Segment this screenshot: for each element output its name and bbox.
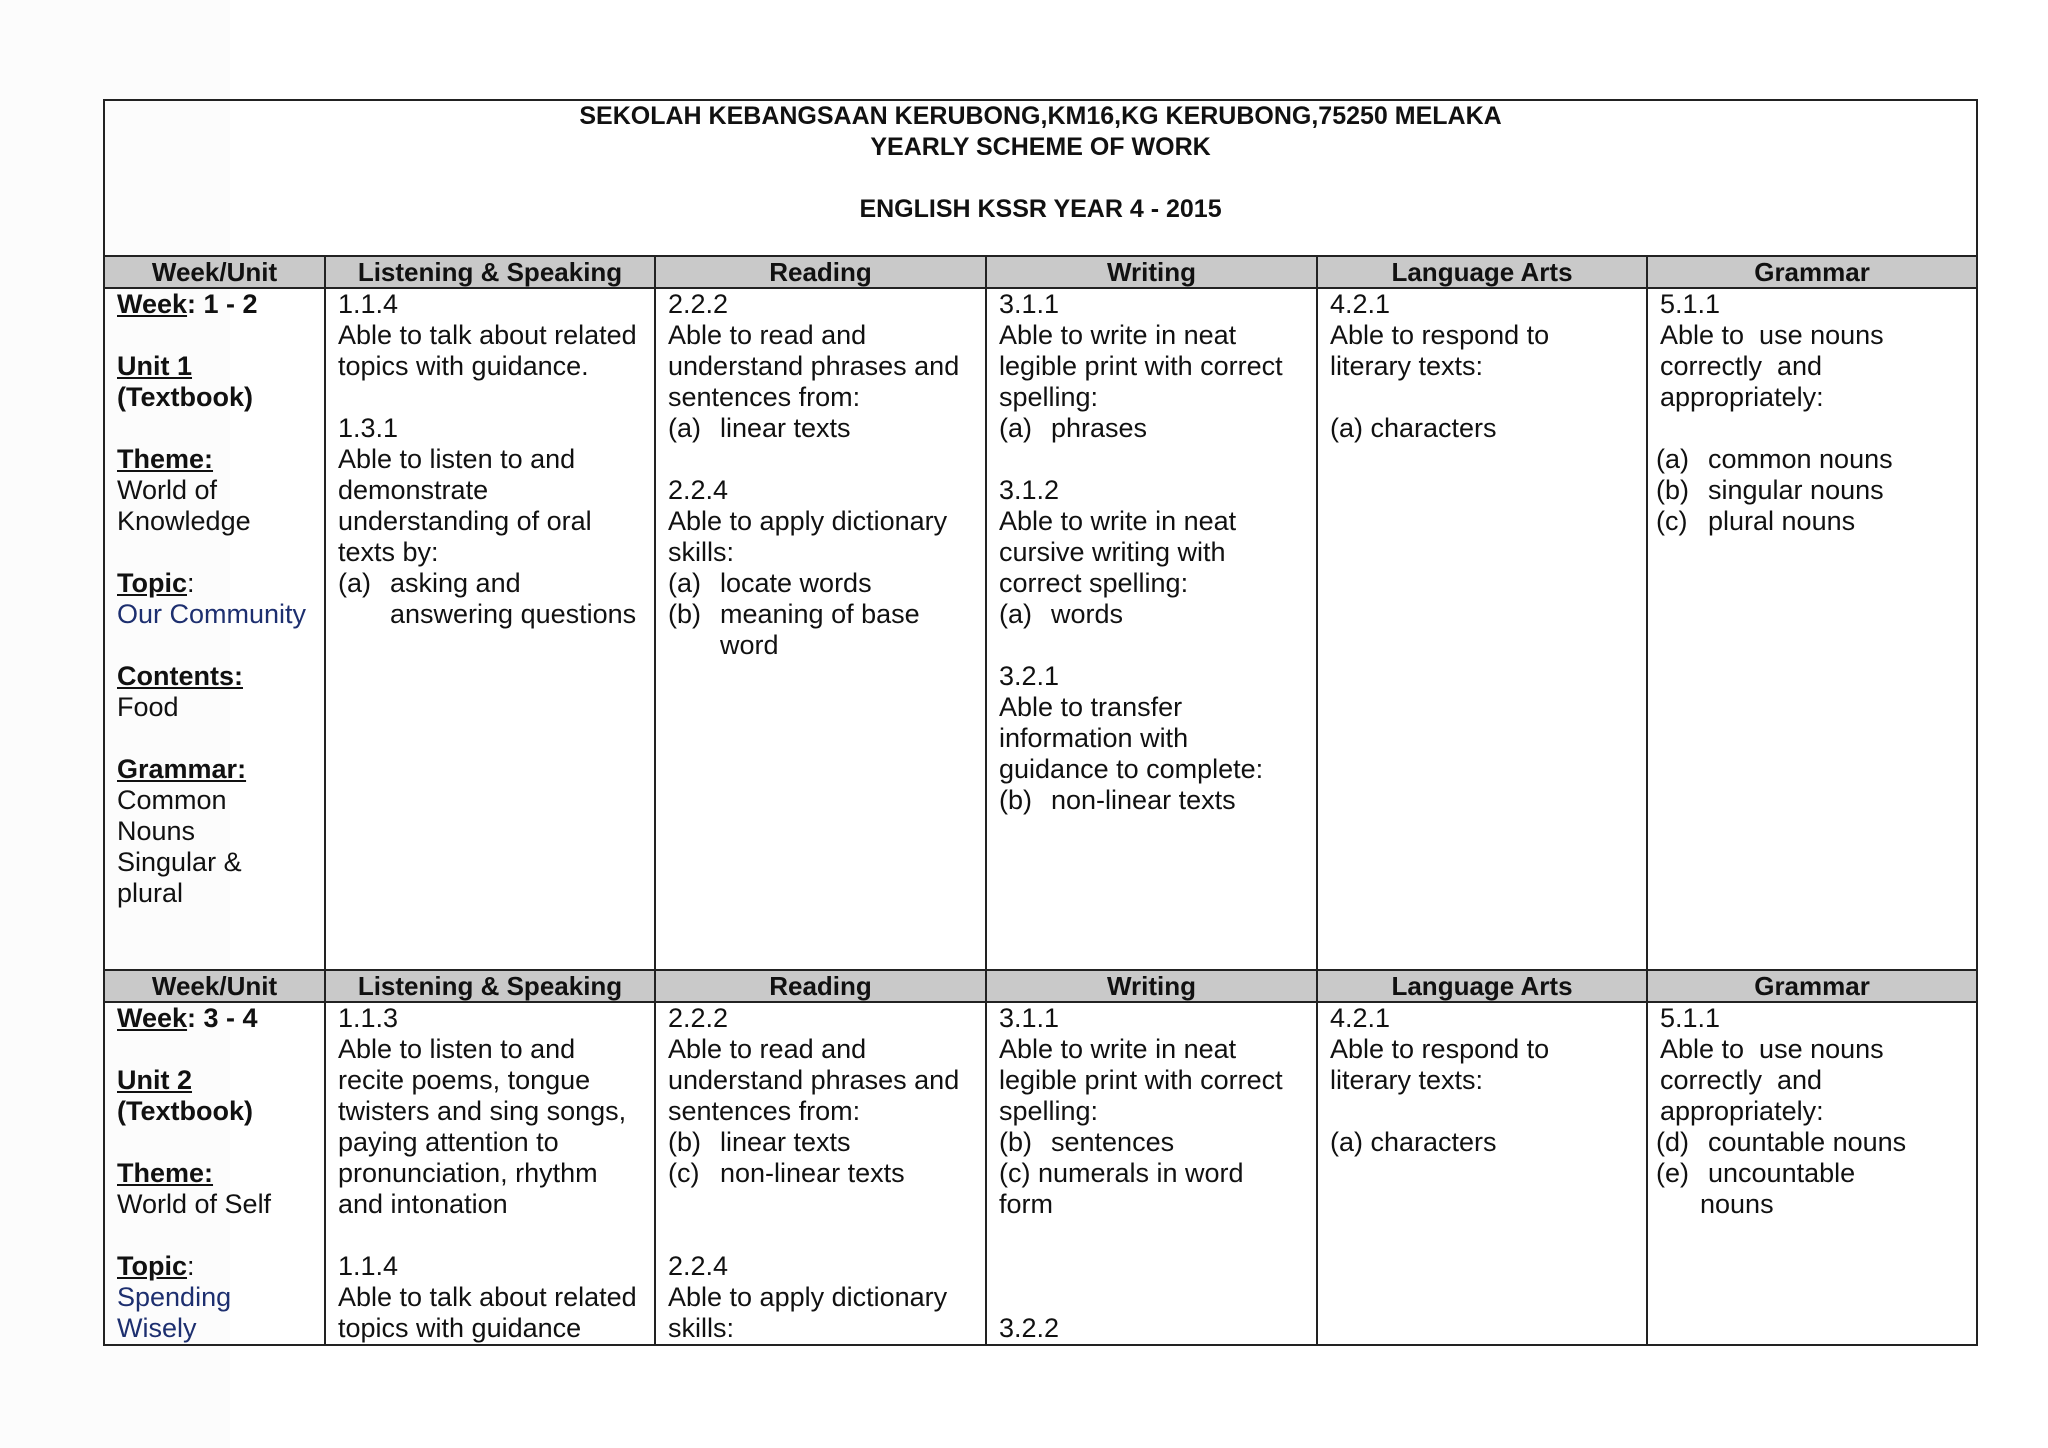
scheme-table xyxy=(103,99,1978,1346)
list-item: (a) linear texts xyxy=(668,413,851,443)
topic-line: Topic: xyxy=(117,1251,195,1281)
list-item: (a) common nouns xyxy=(1656,444,1893,474)
skill-text: Able to respond to xyxy=(1330,320,1550,350)
column-header: Week/Unit xyxy=(104,256,325,288)
list-item: (a) characters xyxy=(1330,1127,1497,1157)
skill-code: 5.1.1 xyxy=(1660,289,1721,319)
week-line: Week: 1 - 2 xyxy=(117,289,258,319)
skill-text: appropriately: xyxy=(1660,382,1824,412)
skill-code: 1.1.3 xyxy=(338,1003,399,1033)
column-header: Listening & Speaking xyxy=(325,970,655,1002)
skill-code: 1.1.4 xyxy=(338,1251,399,1281)
skill-text: understand phrases and xyxy=(668,1065,960,1095)
skill-text: Able to apply dictionary xyxy=(668,506,948,536)
skill-text: spelling: xyxy=(999,1096,1099,1126)
column-header-row xyxy=(104,256,1977,288)
skill-text: guidance to complete: xyxy=(999,754,1264,784)
writing-cell xyxy=(986,1002,1317,1345)
language-arts-cell xyxy=(1317,288,1647,970)
skill-code: 3.2.1 xyxy=(999,661,1060,691)
list-item: (b) sentences xyxy=(999,1127,1175,1157)
skill-code: 3.2.2 xyxy=(999,1313,1060,1343)
list-item: (b) meaning of base word xyxy=(668,599,920,660)
column-header: Language Arts xyxy=(1317,970,1647,1002)
skill-text: Able to write in neat xyxy=(999,320,1237,350)
skill-text: Able to read and xyxy=(668,1034,867,1064)
document-page xyxy=(103,99,1973,1346)
skill-code: 3.1.1 xyxy=(999,289,1060,319)
document-title: YEARLY SCHEME OF WORK xyxy=(870,133,1211,161)
list-item: (b) linear texts xyxy=(668,1127,851,1157)
table-row xyxy=(104,288,1977,970)
theme-label: Theme: xyxy=(117,444,214,474)
column-header: Grammar xyxy=(1647,970,1977,1002)
skill-text: Able to use nouns xyxy=(1660,320,1884,350)
list-item: (e) uncountable nouns xyxy=(1656,1158,1856,1219)
week-unit-cell xyxy=(104,1002,325,1345)
grammar-label: Grammar: xyxy=(117,754,247,784)
list-item: (c) numerals in word xyxy=(999,1158,1244,1188)
skill-text: skills: xyxy=(668,537,734,567)
theme-value: World of Self xyxy=(117,1189,272,1219)
unit-sub: (Textbook) xyxy=(117,382,253,412)
skill-text: paying attention to xyxy=(338,1127,559,1157)
contents-value: Food xyxy=(117,692,179,722)
skill-text: Able to talk about related xyxy=(338,320,637,350)
list-item: (a) words xyxy=(999,599,1124,629)
list-item: (a) phrases xyxy=(999,413,1148,443)
topic-line: Topic: xyxy=(117,568,195,598)
list-item: (d) countable nouns xyxy=(1656,1127,1907,1157)
topic-value: Our Community xyxy=(117,599,307,629)
skill-text: Able to read and xyxy=(668,320,867,350)
skill-code: 4.2.1 xyxy=(1330,1003,1391,1033)
week-unit-cell xyxy=(104,288,325,970)
skill-text: sentences from: xyxy=(668,382,861,412)
skill-text: cursive writing with xyxy=(999,537,1226,567)
skill-text: topics with guidance xyxy=(338,1313,582,1343)
title-row xyxy=(104,100,1977,256)
skill-text: correctly and xyxy=(1660,351,1823,381)
subject-title: ENGLISH KSSR YEAR 4 - 2015 xyxy=(859,195,1222,223)
topic-value: Wisely xyxy=(117,1313,197,1343)
skill-text: information with xyxy=(999,723,1189,753)
skill-text: correct spelling: xyxy=(999,568,1189,598)
reading-cell xyxy=(655,288,986,970)
skill-code: 3.1.2 xyxy=(999,475,1060,505)
skill-code: 3.1.1 xyxy=(999,1003,1060,1033)
skill-text: Able to respond to xyxy=(1330,1034,1550,1064)
skill-text: and intonation xyxy=(338,1189,508,1219)
list-item: (c) non-linear texts xyxy=(668,1158,905,1188)
list-item: (a) characters xyxy=(1330,413,1497,443)
column-header: Week/Unit xyxy=(104,970,325,1002)
listening-cell xyxy=(325,288,655,970)
skill-text: Able to apply dictionary xyxy=(668,1282,948,1312)
contents-label: Contents: xyxy=(117,661,243,691)
grammar-value: Singular & xyxy=(117,847,242,877)
theme-value: World of xyxy=(117,475,218,505)
skill-text: Able to write in neat xyxy=(999,506,1237,536)
theme-label: Theme: xyxy=(117,1158,214,1188)
skill-code: 1.1.4 xyxy=(338,289,399,319)
skill-code: 2.2.2 xyxy=(668,1003,729,1033)
skill-text: understand phrases and xyxy=(668,351,960,381)
skill-text: Able to listen to and xyxy=(338,1034,576,1064)
skill-text: recite poems, tongue xyxy=(338,1065,591,1095)
title-cell xyxy=(104,100,1977,256)
topic-value: Spending xyxy=(117,1282,232,1312)
list-item: (a) locate words xyxy=(668,568,872,598)
grammar-value: Common xyxy=(117,785,227,815)
skill-text: demonstrate xyxy=(338,475,489,505)
column-header: Listening & Speaking xyxy=(325,256,655,288)
school-name: SEKOLAH KEBANGSAAN KERUBONG,KM16,KG KERUBONG,75250 MELAKA xyxy=(579,102,1502,130)
skill-text: Able to transfer xyxy=(999,692,1183,722)
skill-text: skills: xyxy=(668,1313,734,1343)
skill-text: understanding of oral xyxy=(338,506,592,536)
skill-code: 5.1.1 xyxy=(1660,1003,1721,1033)
column-header: Grammar xyxy=(1647,256,1977,288)
skill-text: legible print with correct xyxy=(999,351,1283,381)
skill-text: literary texts: xyxy=(1330,351,1484,381)
skill-code: 2.2.2 xyxy=(668,289,729,319)
grammar-value: Nouns xyxy=(117,816,196,846)
list-item: (c) plural nouns xyxy=(1656,506,1856,536)
skill-text: spelling: xyxy=(999,382,1099,412)
unit-sub: (Textbook) xyxy=(117,1096,253,1126)
unit-label: Unit 1 xyxy=(117,351,193,381)
skill-text: twisters and sing songs, xyxy=(338,1096,627,1126)
skill-text: legible print with correct xyxy=(999,1065,1283,1095)
column-header: Writing xyxy=(986,970,1317,1002)
skill-code: 2.2.4 xyxy=(668,1251,729,1281)
skill-text: Able to talk about related xyxy=(338,1282,637,1312)
listening-cell xyxy=(325,1002,655,1345)
column-header: Reading xyxy=(655,256,986,288)
skill-text: sentences from: xyxy=(668,1096,861,1126)
column-header: Writing xyxy=(986,256,1317,288)
reading-cell xyxy=(655,1002,986,1345)
theme-value: Knowledge xyxy=(117,506,251,536)
column-header-row xyxy=(104,970,1977,1002)
writing-cell xyxy=(986,288,1317,970)
skill-text: Able to write in neat xyxy=(999,1034,1237,1064)
table-row xyxy=(104,1002,1977,1345)
unit-label: Unit 2 xyxy=(117,1065,193,1095)
grammar-value: plural xyxy=(117,878,184,908)
skill-text: correctly and xyxy=(1660,1065,1823,1095)
column-header: Language Arts xyxy=(1317,256,1647,288)
skill-text: literary texts: xyxy=(1330,1065,1484,1095)
week-line: Week: 3 - 4 xyxy=(117,1003,258,1033)
skill-text: appropriately: xyxy=(1660,1096,1824,1126)
column-header: Reading xyxy=(655,970,986,1002)
language-arts-cell xyxy=(1317,1002,1647,1345)
skill-code: 1.3.1 xyxy=(338,413,399,443)
grammar-cell xyxy=(1647,1002,1977,1345)
list-item: form xyxy=(999,1189,1053,1219)
skill-text: pronunciation, rhythm xyxy=(338,1158,598,1188)
list-item: (b) non-linear texts xyxy=(999,785,1236,815)
skill-code: 2.2.4 xyxy=(668,475,729,505)
skill-code: 4.2.1 xyxy=(1330,289,1391,319)
skill-text: texts by: xyxy=(338,537,439,567)
skill-text: topics with guidance. xyxy=(338,351,589,381)
skill-text: Able to listen to and xyxy=(338,444,576,474)
list-item: (b) singular nouns xyxy=(1656,475,1884,505)
skill-text: Able to use nouns xyxy=(1660,1034,1884,1064)
list-item: (a) asking and answering questions xyxy=(338,568,637,629)
grammar-cell xyxy=(1647,288,1977,970)
